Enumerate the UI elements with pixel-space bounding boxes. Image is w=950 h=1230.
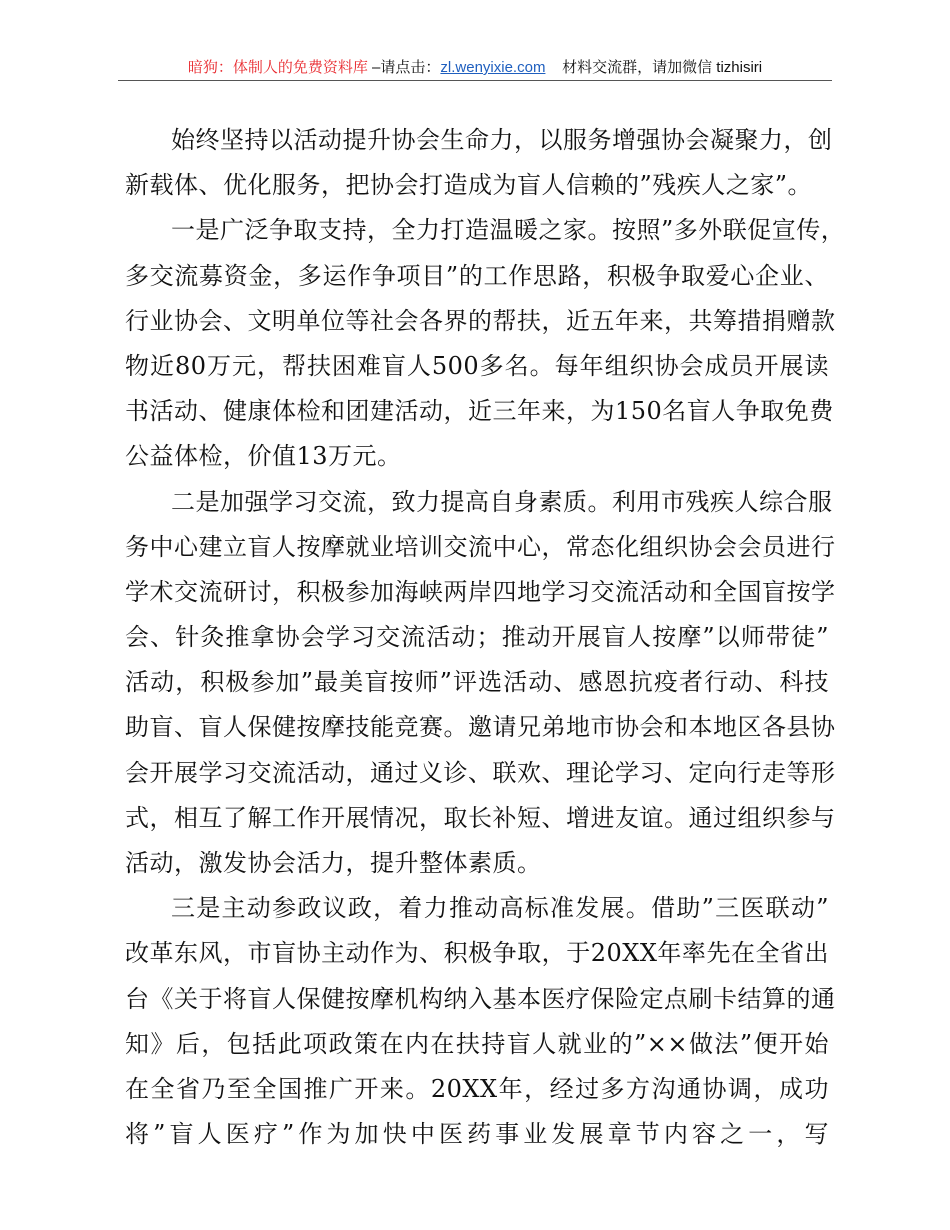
paragraph-line: 在全省乃至全国推广开来。20XX年，经过多方沟通协调，成功	[125, 1074, 829, 1103]
header-contact: 材料交流群，请加微信 tizhisiri	[562, 59, 763, 76]
document-body	[125, 118, 846, 1157]
header-divider	[118, 80, 832, 81]
paragraph-line: 务中心建立盲人按摩就业培训交流中心，常态化组织协会会员进行	[125, 532, 836, 561]
paragraph-line: 将”盲人医疗”作为加快中医药事业发展章节内容之一，写	[125, 1120, 829, 1149]
paragraph-line: 会开展学习交流活动，通过义诊、联欢、理论学习、定向行走等形	[125, 758, 836, 787]
paragraph-line: 物近80万元，帮扶困难盲人500多名。每年组织协会成员开展读	[125, 351, 829, 380]
paragraph	[125, 480, 836, 887]
page-header	[118, 56, 832, 78]
paragraph	[125, 208, 846, 479]
paragraph-line: 公益体检，价值13万元。	[125, 442, 402, 471]
header-prompt: –请点击：	[367, 59, 441, 76]
paragraph-line: 多交流募资金，多运作争项目”的工作思路，积极争取爱心企业、	[125, 261, 829, 290]
paragraph-line: 新载体、优化服务，把协会打造成为盲人信赖的”残疾人之家”。	[125, 171, 813, 200]
paragraph	[125, 118, 833, 208]
paragraph-line: 始终坚持以活动提升协会生命力，以服务增强协会凝聚力，创	[171, 126, 833, 154]
paragraph-line: 助盲、盲人保健按摩技能竞赛。邀请兄弟地市协会和本地区各县协	[125, 713, 836, 742]
paragraph	[125, 886, 836, 1157]
paragraph-line: 知》后，包括此项政策在内在扶持盲人就业的”××做法”便开始	[125, 1029, 829, 1058]
paragraph-line: 三是主动参政议政，着力推动高标准发展。借助”三医联动”	[171, 894, 829, 923]
paragraph-line: 活动，激发协会活力，提升整体素质。	[125, 849, 542, 877]
paragraph-line: 式，相互了解工作开展情况，取长补短、增进友谊。通过组织参与	[125, 803, 836, 832]
paragraph-line: 改革东风，市盲协主动作为、积极争取，于20XX年率先在全省出	[125, 939, 829, 968]
paragraph-line: 二是加强学习交流，致力提高自身素质。利用市残疾人综合服	[171, 487, 833, 516]
paragraph-line: 会、针灸推拿协会学习交流活动；推动开展盲人按摩”以师带徒”	[125, 623, 829, 652]
paragraph-line: 一是广泛争取支持，全力打造温暖之家。按照”多外联促宣传，	[171, 216, 846, 245]
paragraph-line: 台《关于将盲人保健按摩机构纳入基本医疗保险定点刷卡结算的通	[125, 984, 836, 1013]
paragraph-line: 行业协会、文明单位等社会各界的帮扶，近五年来，共筹措捐赠款	[125, 306, 836, 335]
header-link[interactable]: zl.wenyixie.com	[440, 59, 546, 76]
header-brand: 暗狗：体制人的免费资料库	[187, 59, 368, 76]
paragraph-line: 学术交流研讨，积极参加海峡两岸四地学习交流活动和全国盲按学	[125, 577, 836, 606]
paragraph-line: 活动，积极参加”最美盲按师”评选活动、感恩抗疫者行动、科技	[125, 668, 829, 697]
paragraph-line: 书活动、健康体检和团建活动，近三年来，为150名盲人争取免费	[125, 397, 834, 426]
